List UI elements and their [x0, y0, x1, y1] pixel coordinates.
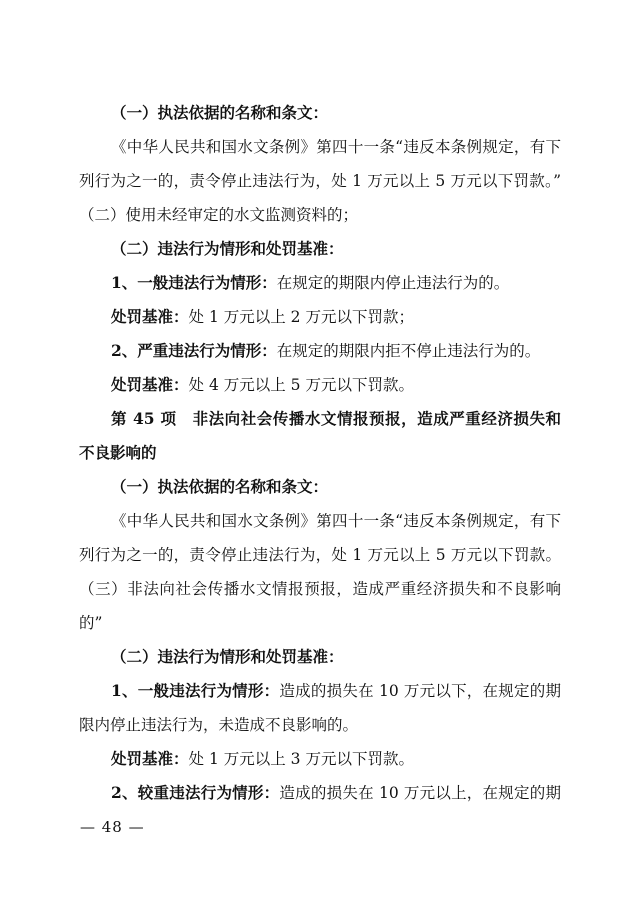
section-heading — [111, 238, 561, 260]
paragraph-line — [79, 578, 561, 600]
bold-text-run: 1、一般违法行为情形： — [111, 681, 280, 700]
bold-text-run: （二）违法行为情形和处罚基准： — [111, 239, 344, 258]
text-run: 处 4 万元以上 5 万元以下罚款。 — [188, 376, 414, 394]
paragraph-line — [111, 510, 561, 532]
text-run: 《中华人民共和国水文条例》第四十一条“违反本条例规定，有下 — [111, 512, 561, 530]
section-heading — [111, 646, 561, 668]
bold-text-run: 处罚基准： — [111, 307, 189, 326]
paragraph-line — [79, 204, 561, 226]
text-run: （二）使用未经审定的水文监测资料的； — [79, 206, 359, 224]
text-run: 列行为之一的，责令停止违法行为，处 1 万元以上 5 万元以下罚款。” — [79, 172, 561, 190]
paragraph-line — [79, 612, 561, 634]
text-run: 《中华人民共和国水文条例》第四十一条“违反本条例规定，有下 — [111, 138, 561, 156]
bold-text-run: 处罚基准： — [111, 749, 189, 768]
page-number: — 48 — — [80, 818, 145, 836]
bold-text-run: 不良影响的 — [79, 443, 157, 462]
section-heading — [111, 476, 561, 498]
bold-text-run: 1、一般违法行为情形： — [111, 273, 277, 292]
paragraph-line — [79, 544, 561, 566]
paragraph-line — [111, 782, 561, 804]
paragraph-line — [111, 748, 561, 770]
bold-text-run: 第 45 项 非法向社会传播水文情报预报，造成严重经济损失和 — [111, 409, 561, 428]
text-run: 限内停止违法行为，未造成不良影响的。 — [79, 716, 359, 734]
item-title — [111, 408, 561, 430]
paragraph-line — [111, 272, 561, 294]
paragraph-line — [111, 374, 561, 396]
paragraph-line — [79, 170, 561, 192]
paragraph-line — [111, 680, 561, 702]
text-run: 列行为之一的，责令停止违法行为，处 1 万元以上 5 万元以下罚款。 — [79, 546, 561, 564]
text-run: 的” — [79, 614, 103, 632]
paragraph-line — [79, 714, 561, 736]
bold-text-run: 2、严重违法行为情形： — [111, 341, 277, 360]
text-run: 在规定的期限内停止违法行为的。 — [276, 274, 510, 292]
paragraph-line — [111, 340, 561, 362]
bold-text-run: （二）违法行为情形和处罚基准： — [111, 647, 344, 666]
item-title — [79, 442, 561, 464]
paragraph-line — [111, 136, 561, 158]
text-run: 在规定的期限内拒不停止违法行为的。 — [276, 342, 541, 360]
text-run: 造成的损失在 10 万元以下，在规定的期 — [279, 682, 561, 700]
section-heading — [111, 102, 561, 124]
text-run: 处 1 万元以上 2 万元以下罚款； — [188, 308, 414, 326]
bold-text-run: 2、较重违法行为情形： — [111, 783, 280, 802]
paragraph-line — [111, 306, 561, 328]
bold-text-run: （一）执法依据的名称和条文： — [111, 103, 329, 122]
text-run: 处 1 万元以上 3 万元以下罚款。 — [188, 750, 414, 768]
text-run: （三）非法向社会传播水文情报预报，造成严重经济损失和不良影响 — [79, 580, 561, 598]
bold-text-run: （一）执法依据的名称和条文： — [111, 477, 329, 496]
text-run: 造成的损失在 10 万元以上，在规定的期 — [279, 784, 561, 802]
bold-text-run: 处罚基准： — [111, 375, 189, 394]
